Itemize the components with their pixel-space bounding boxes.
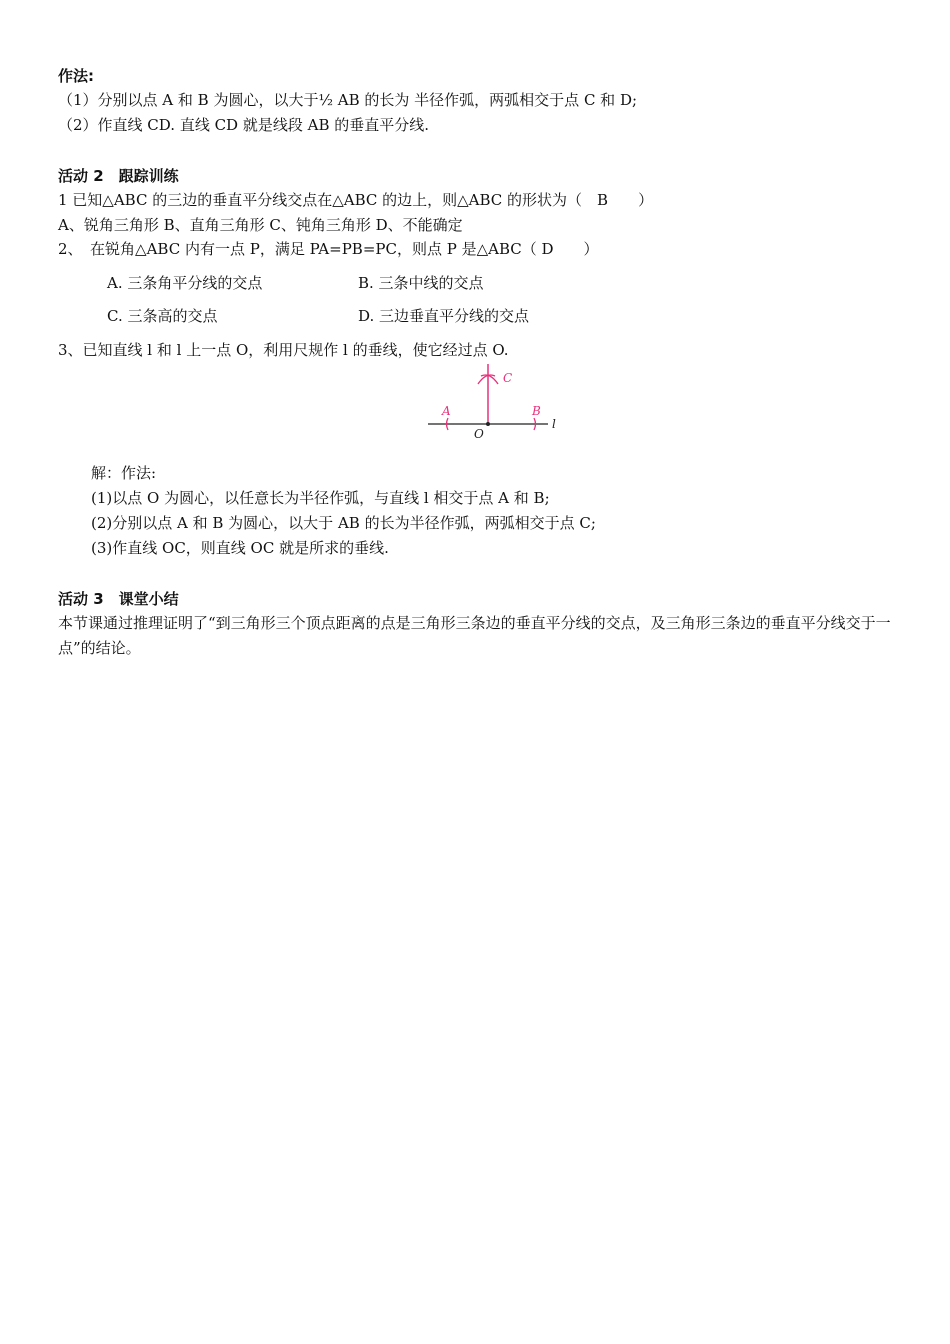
question-2-option-c: C. 三条高的交点 — [107, 307, 218, 325]
activity-2-heading: 活动 2 跟踪训练 — [58, 167, 179, 185]
label-b: B — [532, 404, 541, 418]
activity-3-heading: 活动 3 课堂小结 — [58, 590, 179, 608]
question-1: 1 已知△ABC 的三边的垂直平分线交点在△ABC 的边上，则△ABC 的形状为（ B ） — [58, 191, 654, 209]
label-a: A — [442, 404, 451, 418]
solution-step-1: (1)以点 O 为圆心，以任意长为半径作弧，与直线 l 相交于点 A 和 B; — [91, 489, 550, 507]
solution-heading: 解：作法: — [91, 464, 157, 482]
question-2-option-b: B. 三条中线的交点 — [358, 274, 484, 292]
construction-heading: 作法: — [58, 67, 94, 85]
point-o — [486, 422, 490, 426]
perpendicular-construction-figure — [420, 360, 570, 442]
summary-paragraph: 本节课通过推理证明了“到三角形三个顶点距离的点是三角形三条边的垂直平分线的交点，及三角形三条边的垂直平分线交于一点”的结论。 — [58, 614, 891, 657]
label-l: l — [552, 417, 556, 431]
solution-step-3: (3)作直线 OC，则直线 OC 就是所求的垂线. — [91, 539, 389, 557]
question-2-option-d: D. 三边垂直平分线的交点 — [358, 307, 530, 325]
label-o: O — [474, 427, 484, 441]
question-3: 3、已知直线 l 和 l 上一点 O，利用尺规作 l 的垂线，使它经过点 O. — [58, 341, 509, 359]
label-c: C — [503, 371, 513, 385]
arc-c-left — [478, 375, 495, 384]
question-2: 2、 在锐角△ABC 内有一点 P，满足 PA=PB=PC，则点 P 是△ABC（ D ） — [58, 240, 599, 258]
question-1-options: A、锐角三角形 B、直角三角形 C、钝角三角形 D、不能确定 — [58, 216, 463, 234]
solution-step-2: (2)分别以点 A 和 B 为圆心，以大于 AB 的长为半径作弧，两弧相交于点 C; — [91, 514, 596, 532]
arc-c-right — [481, 375, 498, 384]
construction-step-1: （1）分别以点 A 和 B 为圆心，以大于½ AB 的长为 半径作弧，两弧相交于点 C 和 D; — [58, 91, 638, 109]
question-2-option-a: A. 三条角平分线的交点 — [107, 274, 263, 292]
construction-step-2: （2）作直线 CD. 直线 CD 就是线段 AB 的垂直平分线. — [58, 116, 430, 134]
